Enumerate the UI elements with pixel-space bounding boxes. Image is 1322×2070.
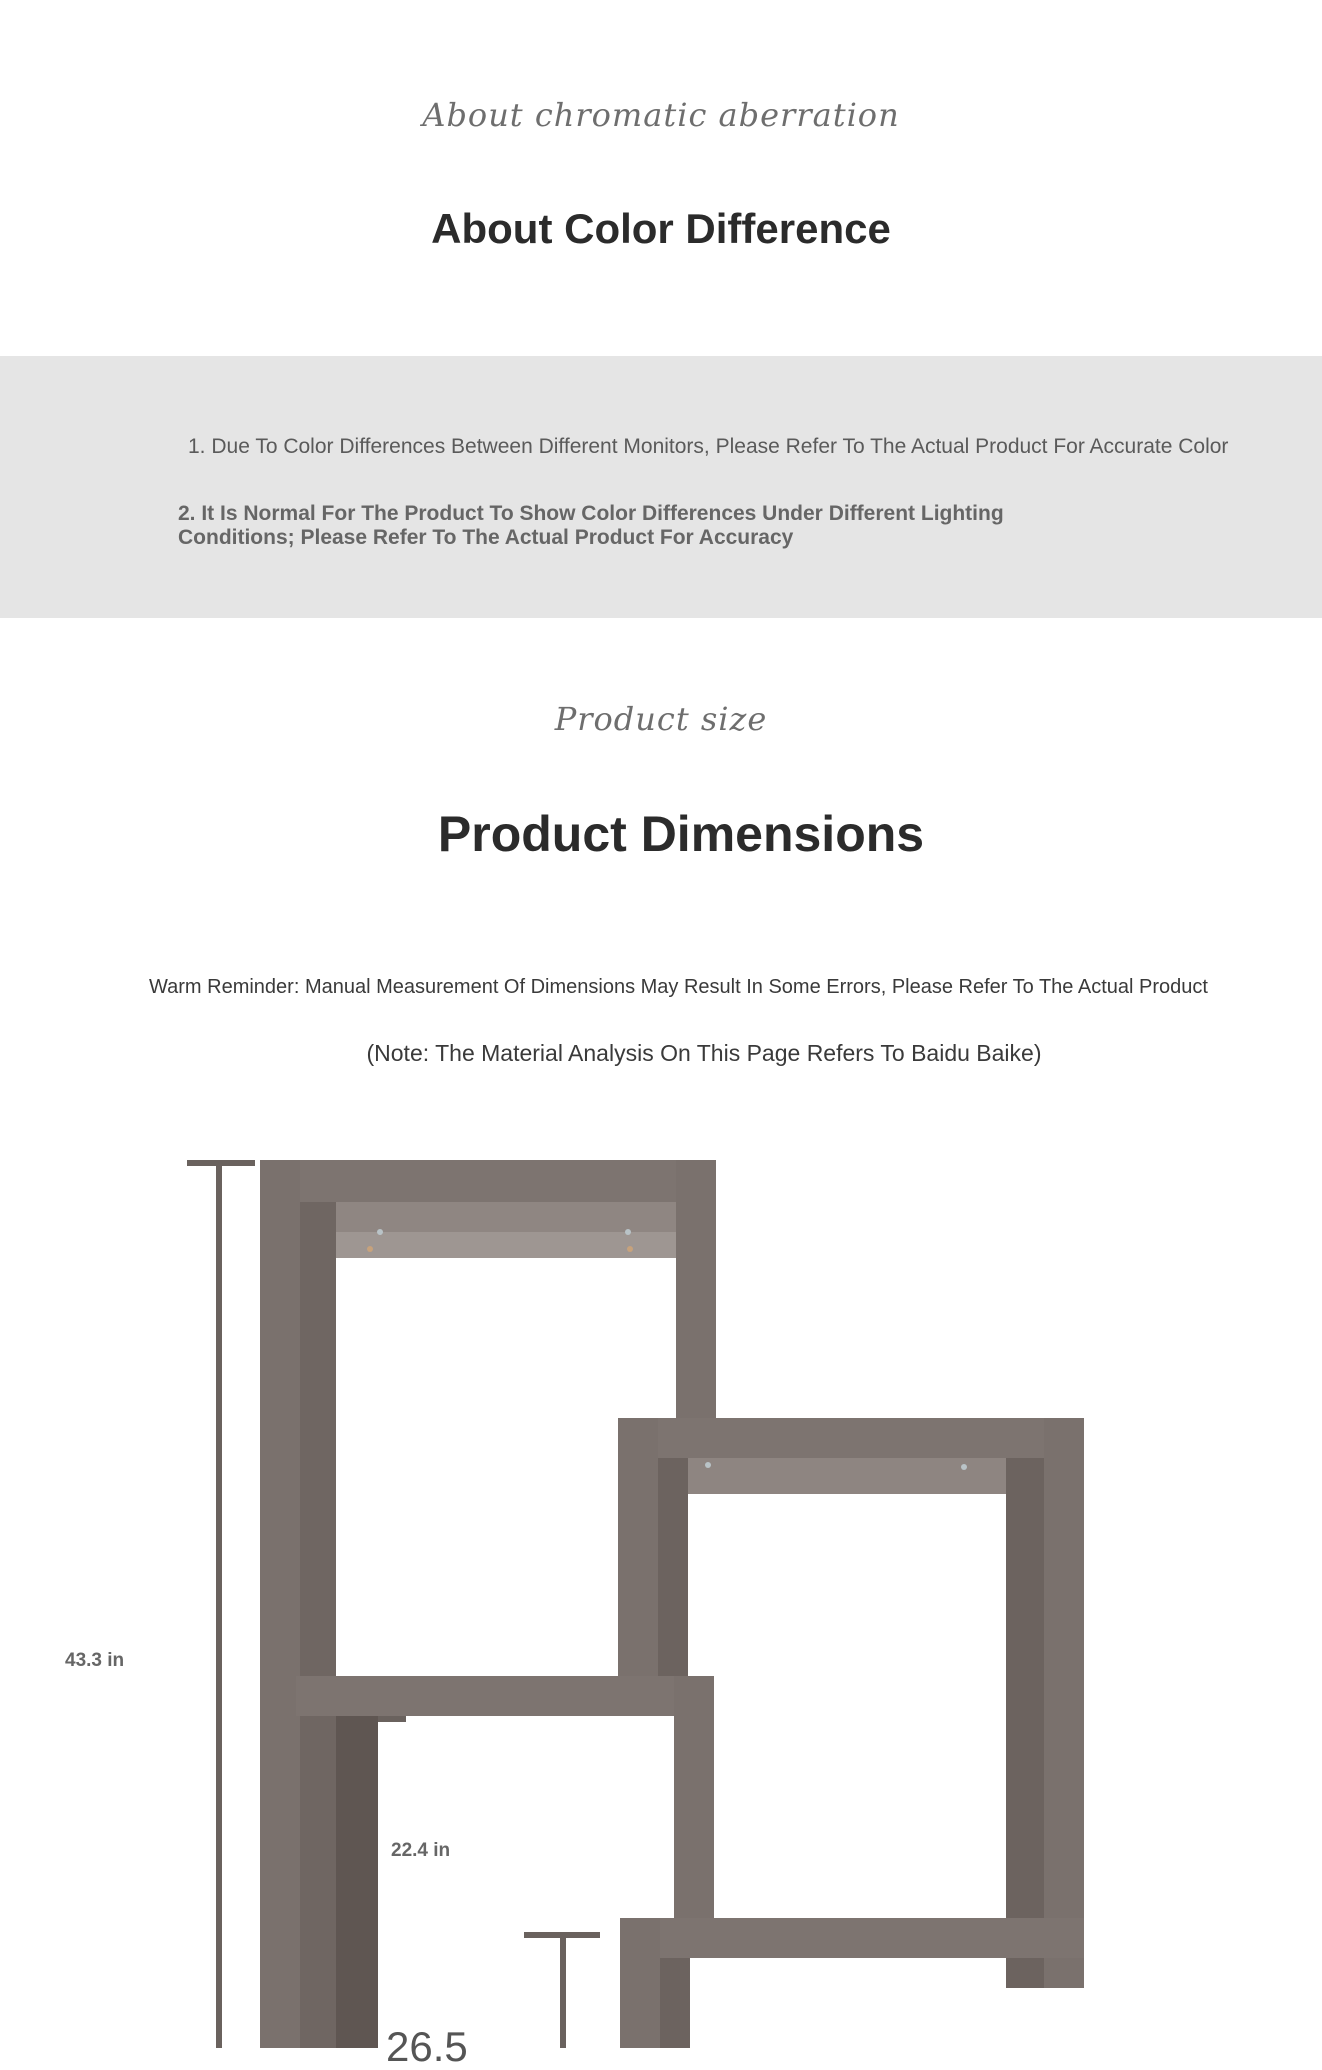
color-note-2: 2. It Is Normal For The Product To Show Color Differences Under Different Lighting Conditions; Please Refer To The Actual Product For Accuracy (178, 502, 1004, 549)
dimensions-section-script-title: Product size (554, 700, 768, 738)
middle-dimension-label: 22.4 in (391, 1840, 451, 1861)
height-measure-bar (187, 1160, 255, 2048)
color-section-title: About Color Difference (431, 205, 891, 252)
bottom-measure-bar (524, 1932, 600, 2048)
height-dimension-label: 43.3 in (65, 1650, 125, 1671)
warm-reminder: Warm Reminder: Manual Measurement Of Dimensions May Result In Some Errors, Please Refer To The Actual Product (149, 976, 1208, 998)
color-note-1: 1. Due To Color Differences Between Different Monitors, Please Refer To The Actual Product For Accurate Color (188, 435, 1229, 458)
material-note: (Note: The Material Analysis On This Page Refers To Baidu Baike) (366, 1040, 1042, 1066)
color-section-script-title: About chromatic aberration (422, 96, 900, 134)
bottom-dimension-label: 26.5 (386, 2023, 468, 2070)
dimensions-section-title: Product Dimensions (437, 806, 925, 862)
